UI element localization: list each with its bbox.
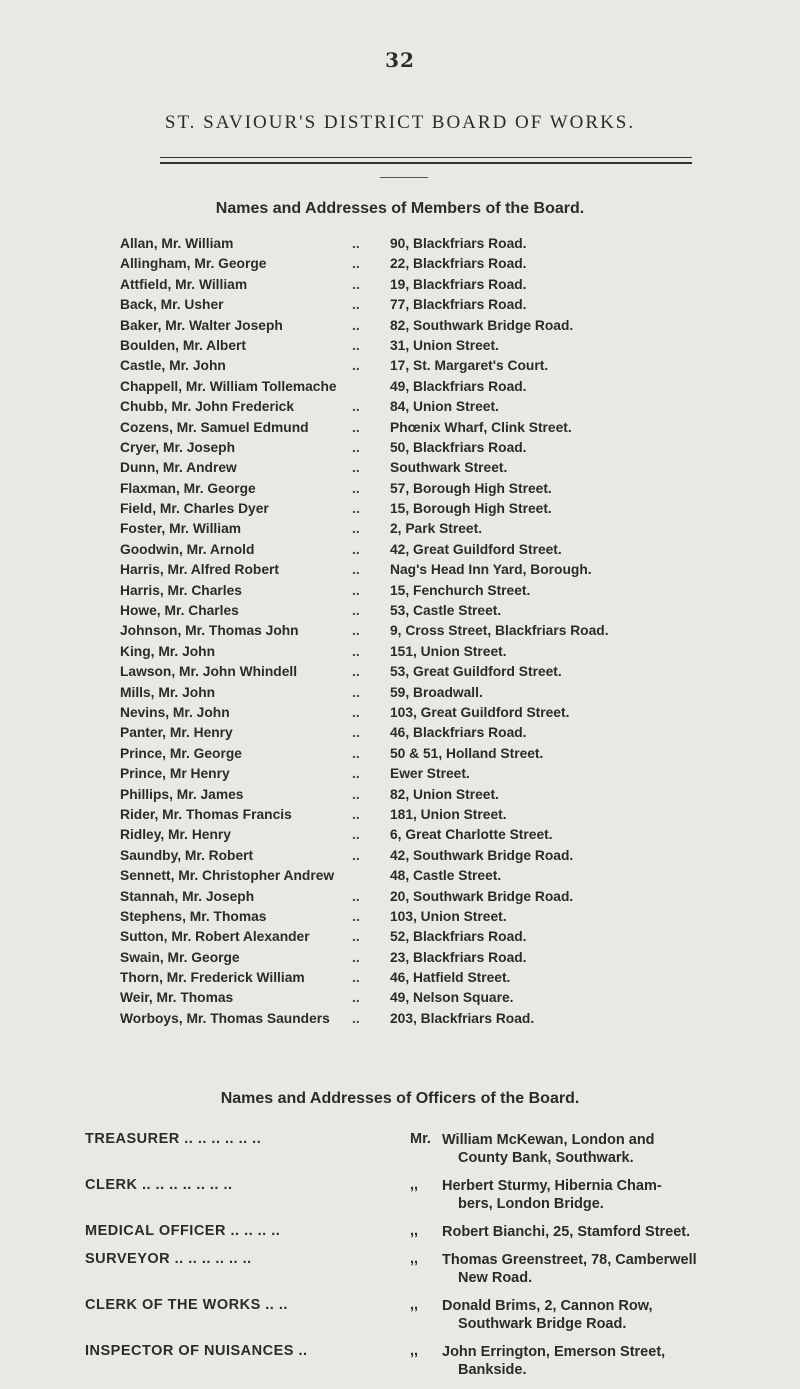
member-name: Harris, Mr. Alfred Robert: [120, 562, 279, 578]
officer-detail-line: County Bank, Southwark.: [458, 1150, 634, 1166]
member-address: 50 & 51, Holland Street.: [390, 745, 544, 761]
member-leader-dots: ..: [352, 236, 360, 251]
member-row: [120, 948, 760, 968]
member-name: Chubb, Mr. John Frederick: [120, 399, 295, 415]
member-name: Lawson, Mr. John Whindell: [120, 664, 298, 680]
member-row: [120, 825, 760, 845]
officer-detail-line: New Road.: [458, 1270, 533, 1286]
member-name: Prince, Mr. George: [120, 745, 242, 761]
officer-detail-line: Bankside.: [458, 1362, 527, 1378]
member-leader-dots: ..: [352, 908, 360, 924]
officer-detail-line: Robert Bianchi, 25, Stamford Street.: [442, 1224, 691, 1240]
member-leader-dots: ..: [352, 847, 360, 863]
member-name: Allan, Mr. William: [120, 236, 234, 251]
member-row: [120, 581, 760, 601]
member-address: 6, Great Charlotte Street.: [390, 827, 553, 843]
member-address: 82, Union Street.: [390, 786, 499, 802]
member-leader-dots: ..: [352, 460, 360, 476]
member-name: Panter, Mr. Henry: [120, 725, 233, 741]
officer-detail: [442, 1251, 725, 1287]
member-address: 203, Blackfriars Road.: [390, 1010, 535, 1026]
member-leader-dots: ..: [352, 766, 360, 782]
member-row: [120, 316, 760, 336]
members-heading: Names and Addresses of Members of the Board.: [215, 200, 585, 217]
officer-detail: [442, 1131, 725, 1167]
officer-row: [85, 1297, 725, 1333]
member-leader-dots: ..: [352, 990, 360, 1006]
member-address: 52, Blackfriars Road.: [390, 929, 527, 945]
member-address: 50, Blackfriars Road.: [390, 439, 527, 455]
officer-row: [85, 1251, 725, 1287]
member-row: [120, 703, 760, 723]
member-address: 84, Union Street.: [390, 399, 499, 415]
member-leader-dots: ..: [352, 501, 360, 517]
member-row: [120, 519, 760, 539]
member-leader-dots: ..: [352, 786, 360, 802]
officer-detail-line: Donald Brims, 2, Cannon Row,: [442, 1298, 653, 1314]
officer-detail-line: Thomas Greenstreet, 78, Camberwell: [442, 1252, 697, 1268]
member-name: King, Mr. John: [120, 643, 216, 659]
member-leader-dots: [352, 377, 390, 397]
member-row: [120, 683, 760, 703]
member-row: [120, 642, 760, 662]
member-address: 103, Union Street.: [390, 908, 507, 924]
officer-detail: [442, 1223, 725, 1241]
member-leader-dots: ..: [352, 256, 360, 272]
page-title: ST. SAVIOUR'S DISTRICT BOARD OF WORKS.: [164, 112, 636, 133]
member-address: 59, Broadwall.: [390, 684, 483, 700]
member-address: 46, Hatfield Street.: [390, 970, 511, 986]
member-leader-dots: ..: [352, 419, 360, 435]
member-name: Swain, Mr. George: [120, 949, 240, 965]
member-name: Cryer, Mr. Joseph: [120, 439, 236, 455]
member-row: [120, 887, 760, 907]
member-name: Foster, Mr. William: [120, 521, 242, 537]
member-leader-dots: ..: [352, 725, 360, 741]
member-row: [120, 927, 760, 947]
member-name: Castle, Mr. John: [120, 358, 226, 374]
member-leader-dots: ..: [352, 806, 360, 822]
member-name: Dunn, Mr. Andrew: [120, 460, 237, 476]
officer-title: SURVEYOR .. .. .. .. .. ..: [85, 1251, 252, 1267]
member-row: [120, 458, 760, 478]
member-address: 49, Blackfriars Road.: [390, 378, 527, 394]
title-double-rule: [160, 157, 692, 164]
member-row: [120, 560, 760, 580]
member-name: Worboys, Mr. Thomas Saunders: [120, 1010, 330, 1026]
member-row: [120, 254, 760, 274]
member-row: [120, 968, 760, 988]
member-row: [120, 723, 760, 743]
officer-prefix: ,,: [410, 1177, 419, 1193]
member-leader-dots: ..: [352, 643, 360, 659]
officer-title: MEDICAL OFFICER .. .. .. ..: [85, 1223, 281, 1239]
member-name: Stephens, Mr. Thomas: [120, 908, 267, 924]
member-name: Cozens, Mr. Samuel Edmund: [120, 419, 309, 435]
member-leader-dots: [352, 866, 390, 886]
member-row: [120, 377, 760, 397]
member-row: [120, 866, 760, 886]
member-name: Weir, Mr. Thomas: [120, 990, 234, 1006]
member-leader-dots: ..: [352, 317, 360, 333]
member-address: 49, Nelson Square.: [390, 990, 514, 1006]
member-row: [120, 336, 760, 356]
member-address: 42, Great Guildford Street.: [390, 541, 562, 557]
member-name: Goodwin, Mr. Arnold: [120, 541, 255, 557]
member-leader-dots: ..: [352, 337, 360, 353]
member-address: 77, Blackfriars Road.: [390, 297, 527, 313]
title-short-rule: [380, 177, 428, 178]
member-address: 48, Castle Street.: [390, 868, 502, 884]
member-row: [120, 785, 760, 805]
page-number: 32: [385, 48, 415, 72]
member-address: 23, Blackfriars Road.: [390, 949, 527, 965]
member-row: [120, 621, 760, 641]
member-leader-dots: ..: [352, 582, 360, 598]
member-row: [120, 295, 760, 315]
member-name: Thorn, Mr. Frederick William: [120, 970, 305, 986]
member-name: Field, Mr. Charles Dyer: [120, 501, 269, 517]
member-leader-dots: ..: [352, 541, 360, 557]
officer-row: [85, 1177, 725, 1213]
member-row: [120, 418, 760, 438]
officer-detail: [442, 1297, 725, 1333]
officer-row: [85, 1131, 725, 1167]
member-row: [120, 805, 760, 825]
officer-title: CLERK .. .. .. .. .. .. ..: [85, 1177, 233, 1193]
officer-detail: [442, 1343, 725, 1379]
member-leader-dots: ..: [352, 970, 360, 986]
member-name: Rider, Mr. Thomas Francis: [120, 806, 292, 822]
officer-prefix: ,,: [410, 1251, 419, 1267]
officer-detail-line: John Errington, Emerson Street,: [442, 1344, 666, 1360]
officers-heading: Names and Addresses of Officers of the Board.: [220, 1090, 580, 1107]
member-address: 20, Southwark Bridge Road.: [390, 888, 574, 904]
officer-prefix: ,,: [410, 1343, 419, 1359]
member-name: Harris, Mr. Charles: [120, 582, 242, 598]
officer-prefix: ,,: [410, 1297, 419, 1313]
member-leader-dots: ..: [352, 603, 360, 619]
member-leader-dots: ..: [352, 276, 360, 292]
member-address: 31, Union Street.: [390, 337, 499, 353]
member-row: [120, 540, 760, 560]
member-address: Southwark Street.: [390, 460, 508, 476]
officer-row: [85, 1343, 725, 1379]
member-name: Ridley, Mr. Henry: [120, 827, 231, 843]
member-address: 19, Blackfriars Road.: [390, 276, 527, 292]
officer-detail-line: William McKewan, London and: [442, 1132, 655, 1148]
member-leader-dots: ..: [352, 439, 360, 455]
member-row: [120, 764, 760, 784]
member-name: Saundby, Mr. Robert: [120, 847, 254, 863]
member-address: 90, Blackfriars Road.: [390, 236, 527, 251]
member-row: [120, 662, 760, 682]
member-address: 15, Fenchurch Street.: [390, 582, 531, 598]
officer-title: CLERK OF THE WORKS .. ..: [85, 1297, 288, 1313]
member-leader-dots: ..: [352, 521, 360, 537]
member-row: [120, 234, 760, 254]
member-leader-dots: ..: [352, 704, 360, 720]
officer-row: [85, 1223, 725, 1241]
member-name: Stannah, Mr. Joseph: [120, 888, 255, 904]
officers-list: [85, 1131, 725, 1389]
officer-prefix: ,,: [410, 1223, 419, 1239]
officer-title: INSPECTOR OF NUISANCES ..: [85, 1343, 308, 1359]
member-address: 57, Borough High Street.: [390, 480, 552, 496]
member-address: 2, Park Street.: [390, 521, 483, 537]
member-leader-dots: ..: [352, 480, 360, 496]
member-leader-dots: ..: [352, 949, 360, 965]
member-row: [120, 988, 760, 1008]
member-row: [120, 479, 760, 499]
member-name: Sutton, Mr. Robert Alexander: [120, 929, 310, 945]
member-leader-dots: ..: [352, 827, 360, 843]
member-row: [120, 275, 760, 295]
member-name: Flaxman, Mr. George: [120, 480, 256, 496]
member-row: [120, 601, 760, 621]
member-name: Mills, Mr. John: [120, 684, 216, 700]
member-address: 46, Blackfriars Road.: [390, 725, 527, 741]
member-row: [120, 1009, 760, 1029]
member-address: Ewer Street.: [390, 766, 470, 782]
member-name: Johnson, Mr. Thomas John: [120, 623, 299, 639]
member-leader-dots: ..: [352, 562, 360, 578]
member-row: [120, 438, 760, 458]
member-address: 53, Castle Street.: [390, 603, 502, 619]
member-address: 82, Southwark Bridge Road.: [390, 317, 574, 333]
member-address: 22, Blackfriars Road.: [390, 256, 527, 272]
officer-detail-line: Herbert Sturmy, Hibernia Cham-: [442, 1178, 662, 1194]
officer-prefix: Mr.: [410, 1131, 431, 1147]
member-name: Howe, Mr. Charles: [120, 603, 239, 619]
member-row: [120, 499, 760, 519]
member-leader-dots: ..: [352, 358, 360, 374]
member-name: Baker, Mr. Walter Joseph: [120, 317, 283, 333]
officer-detail-line: Southwark Bridge Road.: [458, 1316, 627, 1332]
member-name: Attfield, Mr. William: [120, 276, 248, 292]
member-address: Nag's Head Inn Yard, Borough.: [390, 562, 592, 578]
member-leader-dots: ..: [352, 888, 360, 904]
member-name: Boulden, Mr. Albert: [120, 337, 246, 353]
member-address: Phœnix Wharf, Clink Street.: [390, 419, 572, 435]
officer-title: TREASURER .. .. .. .. .. ..: [85, 1131, 262, 1147]
member-leader-dots: ..: [352, 684, 360, 700]
member-name: Nevins, Mr. John: [120, 704, 230, 720]
member-leader-dots: ..: [352, 929, 360, 945]
member-address: 151, Union Street.: [390, 643, 507, 659]
officer-detail-line: bers, London Bridge.: [458, 1196, 604, 1212]
member-address: 15, Borough High Street.: [390, 501, 552, 517]
member-address: 103, Great Guildford Street.: [390, 704, 570, 720]
member-row: [120, 846, 760, 866]
member-row: [120, 356, 760, 376]
officer-detail: [442, 1177, 725, 1213]
member-address: 17, St. Margaret's Court.: [390, 358, 549, 374]
member-leader-dots: ..: [352, 1010, 360, 1026]
member-name: Allingham, Mr. George: [120, 256, 267, 272]
members-list: [120, 234, 760, 1029]
member-row: [120, 397, 760, 417]
member-name: Prince, Mr Henry: [120, 766, 230, 782]
member-address: 42, Southwark Bridge Road.: [390, 847, 574, 863]
member-leader-dots: ..: [352, 399, 360, 415]
member-address: 9, Cross Street, Blackfriars Road.: [390, 623, 609, 639]
member-name: Chappell, Mr. William Tollemache: [120, 378, 337, 394]
member-address: 53, Great Guildford Street.: [390, 664, 562, 680]
member-row: [120, 907, 760, 927]
member-name: Back, Mr. Usher: [120, 297, 224, 313]
member-leader-dots: ..: [352, 745, 360, 761]
member-address: 181, Union Street.: [390, 806, 507, 822]
member-leader-dots: ..: [352, 623, 360, 639]
member-name: Phillips, Mr. James: [120, 786, 244, 802]
member-row: [120, 744, 760, 764]
member-leader-dots: ..: [352, 664, 360, 680]
member-leader-dots: ..: [352, 297, 360, 313]
member-name: Sennett, Mr. Christopher Andrew: [120, 868, 335, 884]
